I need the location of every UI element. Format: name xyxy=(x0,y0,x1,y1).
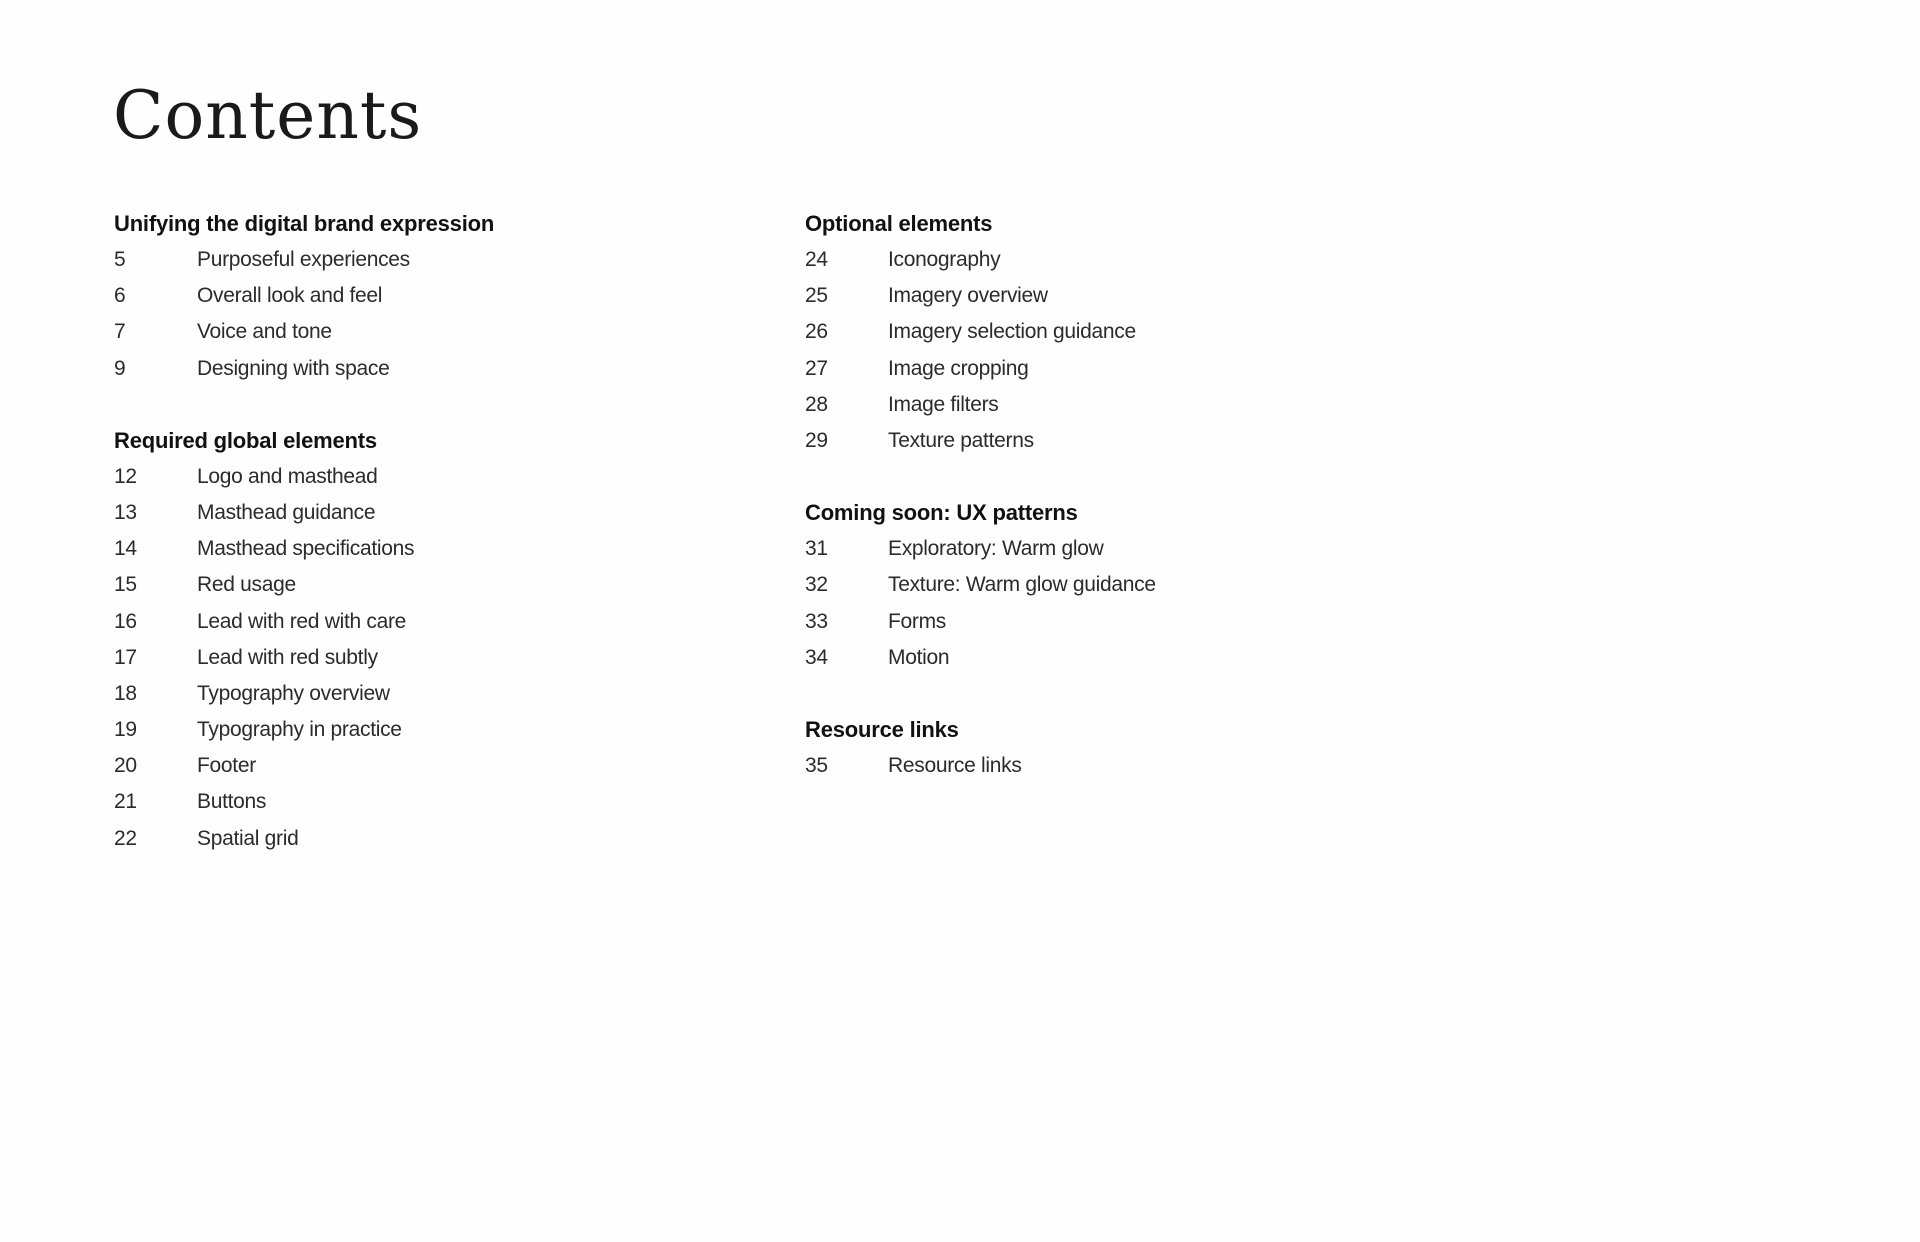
toc-entry[interactable] xyxy=(114,314,494,350)
toc-entry-page-number: 5 xyxy=(114,248,126,271)
toc-entry-title: Overall look and feel xyxy=(197,284,383,308)
toc-entry-list xyxy=(805,748,1156,784)
toc-entry-title: Imagery overview xyxy=(888,284,1048,308)
toc-entry[interactable] xyxy=(114,784,494,820)
toc-entry-page-number: 20 xyxy=(114,754,137,778)
toc-entry-page-number: 21 xyxy=(114,790,137,814)
section-heading: Unifying the digital brand expression xyxy=(114,211,495,236)
toc-entry[interactable] xyxy=(114,242,494,278)
toc-entry-page-number: 13 xyxy=(114,500,137,524)
toc-column-right xyxy=(805,206,1156,820)
toc-entry-title: Lead with red with care xyxy=(197,609,407,633)
toc-entry-title: Typography overview xyxy=(197,681,390,705)
toc-entry-page-number: 25 xyxy=(805,284,828,308)
toc-entry-title: Typography in practice xyxy=(197,718,402,742)
section-heading: Optional elements xyxy=(805,211,993,236)
toc-entry-title: Motion xyxy=(888,645,950,669)
toc-entry-title: Voice and tone xyxy=(197,320,332,344)
toc-entry-page-number: 32 xyxy=(805,573,828,597)
toc-entry-page-number: 16 xyxy=(114,609,137,633)
section-heading: Required global elements xyxy=(114,427,377,453)
toc-entry[interactable] xyxy=(114,821,494,857)
toc-entry[interactable] xyxy=(805,640,1156,676)
toc-entry-title: Footer xyxy=(197,754,256,778)
toc-entry-page-number: 34 xyxy=(805,645,828,669)
toc-entry[interactable] xyxy=(114,640,494,676)
toc-entry-title: Resource links xyxy=(888,753,1022,777)
toc-entry-page-number: 14 xyxy=(114,537,137,561)
toc-entry[interactable] xyxy=(114,676,494,712)
toc-entry[interactable] xyxy=(114,748,494,784)
toc-entry[interactable] xyxy=(805,423,1156,459)
toc-entry-page-number: 19 xyxy=(114,718,137,742)
toc-entry[interactable] xyxy=(114,567,494,603)
toc-section xyxy=(805,712,1156,784)
toc-entry-page-number: 18 xyxy=(114,681,137,705)
toc-entry-title: Iconography xyxy=(888,248,1001,271)
toc-entry-title: Image filters xyxy=(888,392,999,416)
toc-entry-list xyxy=(114,459,494,857)
toc-entry[interactable] xyxy=(114,495,494,531)
toc-entry-list xyxy=(805,242,1156,459)
toc-entry-page-number: 15 xyxy=(114,573,137,597)
toc-entry[interactable] xyxy=(805,748,1156,784)
toc-entry-title: Designing with space xyxy=(197,356,390,380)
toc-entry[interactable] xyxy=(805,351,1156,387)
toc-entry[interactable] xyxy=(805,387,1156,423)
toc-section xyxy=(114,423,494,857)
section-heading: Coming soon: UX patterns xyxy=(805,500,1078,526)
toc-entry[interactable] xyxy=(805,314,1156,350)
toc-entry-list xyxy=(805,531,1156,676)
toc-entry-title: Texture: Warm glow guidance xyxy=(888,573,1156,597)
toc-entry-page-number: 17 xyxy=(114,645,137,669)
toc-entry-page-number: 29 xyxy=(805,428,828,452)
toc-entry-page-number: 35 xyxy=(805,753,828,777)
toc-entry-page-number: 27 xyxy=(805,356,828,380)
toc-entry-title: Purposeful experiences xyxy=(197,248,410,271)
toc-entry[interactable] xyxy=(805,278,1156,314)
toc-section xyxy=(805,495,1156,676)
toc-entry-title: Texture patterns xyxy=(888,428,1034,452)
toc-entry[interactable] xyxy=(114,459,494,495)
toc-entry-page-number: 31 xyxy=(805,537,828,561)
toc-entry-title: Forms xyxy=(888,609,946,633)
toc-column-left xyxy=(114,206,494,893)
toc-entry-page-number: 7 xyxy=(114,320,126,344)
toc-entry[interactable] xyxy=(114,712,494,748)
toc-entry-title: Red usage xyxy=(197,573,296,597)
toc-entry-title: Masthead guidance xyxy=(197,500,376,524)
toc-entry-page-number: 24 xyxy=(805,248,828,271)
toc-entry-page-number: 12 xyxy=(114,464,137,488)
toc-entry-list xyxy=(114,242,494,387)
toc-entry-page-number: 33 xyxy=(805,609,828,633)
toc-entry[interactable] xyxy=(805,567,1156,603)
toc-entry-title: Exploratory: Warm glow xyxy=(888,537,1104,561)
toc-entry-page-number: 6 xyxy=(114,284,126,308)
toc-entry-title: Image cropping xyxy=(888,356,1029,380)
toc-entry[interactable] xyxy=(805,604,1156,640)
toc-entry-page-number: 22 xyxy=(114,826,137,850)
toc-entry[interactable] xyxy=(114,351,494,387)
toc-entry[interactable] xyxy=(805,242,1156,278)
section-heading: Resource links xyxy=(805,716,959,742)
toc-entry[interactable] xyxy=(114,278,494,314)
page-title: Contents xyxy=(113,77,423,154)
toc-entry-title: Spatial grid xyxy=(197,826,299,850)
toc-entry-title: Masthead specifications xyxy=(197,537,415,561)
toc-section xyxy=(805,206,1156,459)
toc-entry-title: Buttons xyxy=(197,790,267,814)
toc-entry-title: Lead with red subtly xyxy=(197,645,378,669)
toc-entry-title: Imagery selection guidance xyxy=(888,320,1136,344)
toc-section xyxy=(114,206,494,387)
toc-entry[interactable] xyxy=(114,531,494,567)
toc-entry-page-number: 28 xyxy=(805,392,828,416)
toc-entry-page-number: 26 xyxy=(805,320,828,344)
toc-entry[interactable] xyxy=(805,531,1156,567)
toc-entry-title: Logo and masthead xyxy=(197,464,378,488)
toc-entry-page-number: 9 xyxy=(114,356,126,380)
toc-entry[interactable] xyxy=(114,604,494,640)
